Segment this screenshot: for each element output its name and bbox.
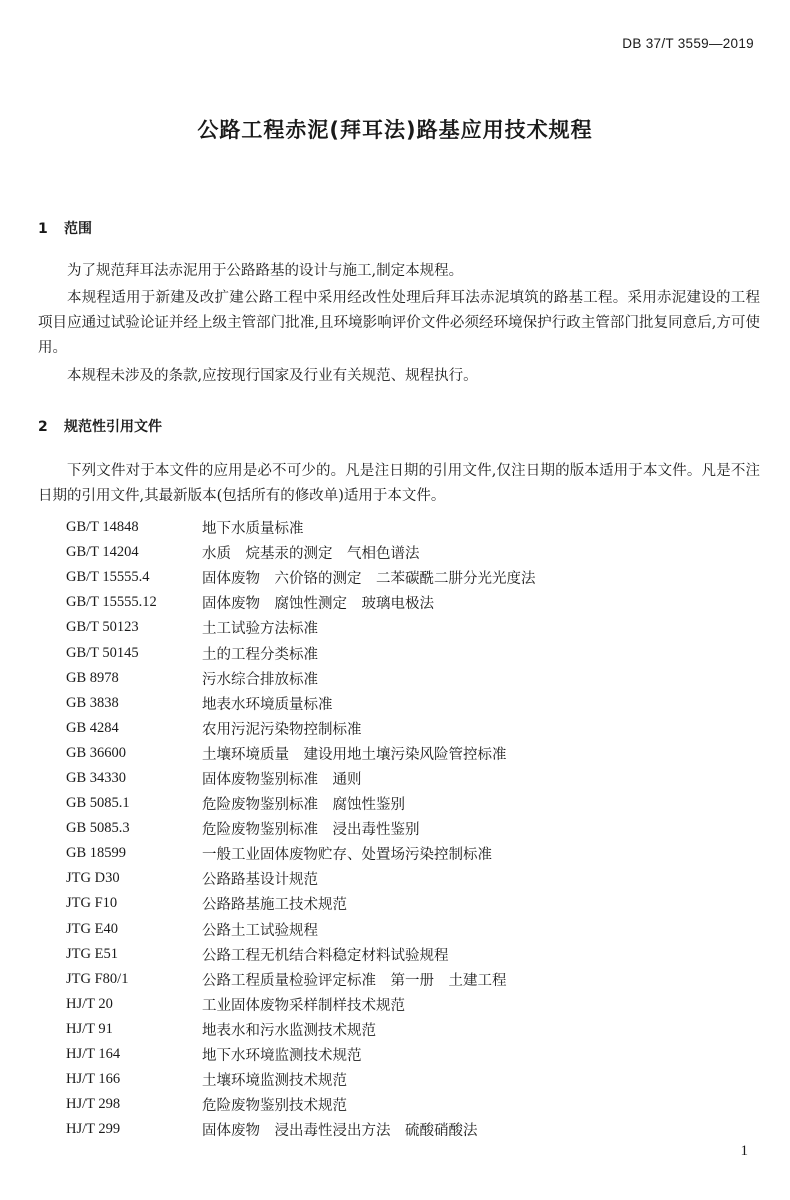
reference-title: 公路工程质量检验评定标准 第一册 土建工程 — [202, 972, 507, 989]
reference-title: 固体废物 浸出毒性浸出方法 硫酸硝酸法 — [202, 1123, 478, 1140]
reference-row — [66, 590, 536, 615]
section-number: 2 — [38, 419, 48, 435]
reference-row — [66, 891, 536, 916]
page-number: 1 — [740, 1143, 748, 1159]
reference-title: 水质 烷基汞的测定 气相色谱法 — [202, 546, 420, 563]
reference-row — [66, 1017, 536, 1042]
reference-code: JTG E51 — [66, 945, 118, 962]
reference-title: 土的工程分类标准 — [202, 646, 318, 663]
reference-code: GB/T 50123 — [66, 619, 139, 636]
reference-code: GB 18599 — [66, 845, 127, 862]
reference-row — [66, 841, 536, 866]
reference-row — [66, 691, 536, 716]
document-title: 公路工程赤泥(拜耳法)路基应用技术规程 — [197, 118, 593, 142]
reference-code: JTG E40 — [66, 920, 118, 937]
reference-title: 土壤环境监测技术规范 — [202, 1073, 347, 1090]
reference-code: GB/T 15555.4 — [66, 569, 150, 586]
reference-row — [66, 967, 536, 992]
reference-row — [66, 565, 536, 590]
reference-code: GB 34330 — [66, 769, 127, 786]
reference-code: GB 3838 — [66, 694, 119, 711]
reference-code: GB 8978 — [66, 669, 119, 686]
reference-row — [66, 640, 536, 665]
reference-title: 土工试验方法标准 — [202, 621, 318, 638]
section-title: 规范性引用文件 — [64, 419, 162, 435]
reference-row — [66, 716, 536, 741]
section-heading-scope — [38, 218, 92, 238]
reference-row — [66, 741, 536, 766]
reference-code: GB 5085.1 — [66, 795, 130, 812]
reference-row — [66, 866, 536, 891]
reference-code: JTG F80/1 — [66, 970, 129, 987]
reference-code: HJ/T 20 — [66, 995, 113, 1012]
reference-row — [66, 917, 536, 942]
reference-title: 地表水和污水监测技术规范 — [202, 1022, 376, 1039]
reference-title: 公路路基施工技术规范 — [202, 897, 347, 914]
reference-row — [66, 992, 536, 1017]
reference-row — [66, 1117, 536, 1142]
reference-code: GB 36600 — [66, 744, 127, 761]
references-intro-paragraph: 下列文件对于本文件的应用是必不可少的。凡是注日期的引用文件,仅注日期的版本适用于本文件。凡是不注日期的引用文件,其最新版本(包括所有的修改单)适用于本文件。 — [38, 463, 760, 504]
reference-title: 危险废物鉴别标准 浸出毒性鉴别 — [202, 822, 420, 839]
reference-code: HJ/T 166 — [66, 1071, 121, 1088]
scope-paragraph-3: 本规程未涉及的条款,应按现行国家及行业有关规范、规程执行。 — [67, 368, 478, 384]
reference-title: 地下水环境监测技术规范 — [202, 1048, 362, 1065]
reference-title: 公路路基设计规范 — [202, 872, 318, 889]
reference-title: 危险废物鉴别标准 腐蚀性鉴别 — [202, 797, 405, 814]
reference-code: GB/T 50145 — [66, 644, 139, 661]
reference-row — [66, 1092, 536, 1117]
reference-code: GB 4284 — [66, 719, 119, 736]
reference-code: HJ/T 91 — [66, 1020, 113, 1037]
reference-title: 固体废物鉴别标准 通则 — [202, 771, 362, 788]
reference-row — [66, 540, 536, 565]
reference-title: 公路土工试验规程 — [202, 922, 318, 939]
reference-row — [66, 1042, 536, 1067]
reference-row — [66, 816, 536, 841]
reference-title: 土壤环境质量 建设用地土壤污染风险管控标准 — [202, 746, 507, 763]
reference-code: GB 5085.3 — [66, 820, 130, 837]
reference-code: GB/T 14204 — [66, 544, 139, 561]
reference-code: GB/T 15555.12 — [66, 594, 157, 611]
reference-list — [66, 515, 536, 1142]
reference-row — [66, 1067, 536, 1092]
scope-paragraph-2: 本规程适用于新建及改扩建公路工程中采用经改性处理后拜耳法赤泥填筑的路基工程。采用赤泥建设的工程项目应通过试验论证并经上级主管部门批准,且环境影响评价文件必须经环境保护行政主管部门批复同意后,方可使用。 — [38, 290, 760, 356]
reference-code: HJ/T 298 — [66, 1096, 121, 1113]
section-title: 范围 — [64, 221, 92, 237]
reference-title: 农用污泥污染物控制标准 — [202, 721, 362, 738]
document-code: DB 37/T 3559—2019 — [622, 36, 754, 51]
reference-title: 公路工程无机结合料稳定材料试验规程 — [202, 947, 449, 964]
reference-row — [66, 791, 536, 816]
reference-code: HJ/T 164 — [66, 1046, 121, 1063]
reference-title: 地表水环境质量标准 — [202, 696, 333, 713]
section-number: 1 — [38, 221, 48, 237]
section-heading-normative-references — [38, 416, 162, 436]
reference-title: 地下水质量标准 — [202, 521, 304, 538]
reference-title: 一般工业固体废物贮存、处置场污染控制标准 — [202, 847, 492, 864]
reference-row — [66, 515, 536, 540]
reference-code: GB/T 14848 — [66, 519, 139, 536]
reference-code: JTG D30 — [66, 870, 120, 887]
reference-title: 固体废物 六价铬的测定 二苯碳酰二肼分光光度法 — [202, 571, 536, 588]
reference-title: 固体废物 腐蚀性测定 玻璃电极法 — [202, 596, 434, 613]
reference-row — [66, 666, 536, 691]
reference-code: HJ/T 299 — [66, 1121, 121, 1138]
reference-title: 污水综合排放标准 — [202, 671, 318, 688]
reference-row — [66, 615, 536, 640]
scope-paragraph-1: 为了规范拜耳法赤泥用于公路路基的设计与施工,制定本规程。 — [67, 263, 464, 279]
reference-row — [66, 942, 536, 967]
reference-title: 危险废物鉴别技术规范 — [202, 1098, 347, 1115]
reference-row — [66, 766, 536, 791]
reference-title: 工业固体废物采样制样技术规范 — [202, 997, 405, 1014]
reference-code: JTG F10 — [66, 895, 118, 912]
